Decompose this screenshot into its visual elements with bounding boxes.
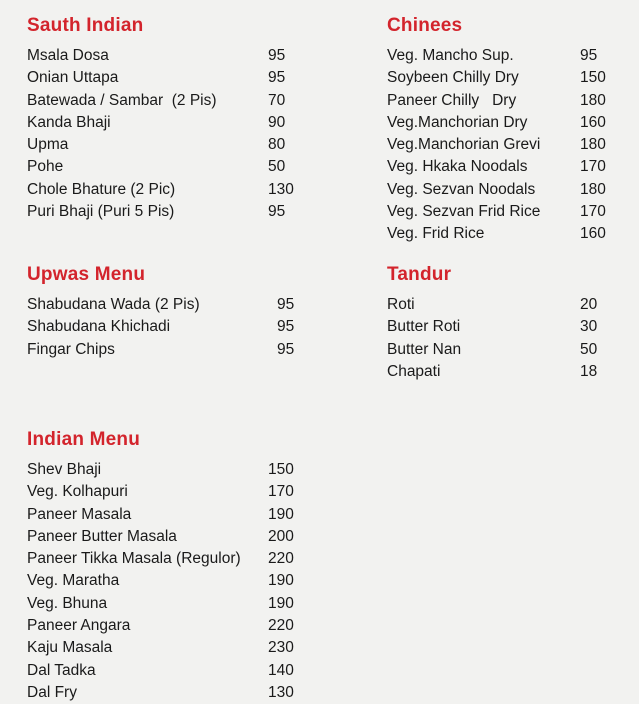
menu-item-name: Msala Dosa — [27, 47, 109, 64]
menu-item-name: Veg. Bhuna — [27, 594, 108, 612]
menu-item-price: 95 — [268, 69, 286, 87]
menu-item-name: Shev Bhaji — [27, 461, 102, 478]
menu-item — [387, 201, 612, 223]
menu-item — [387, 339, 612, 361]
menu-item-name: Paneer Butter Masala — [27, 527, 177, 545]
section-title-south-indian: Sauth Indian — [27, 15, 144, 36]
menu-item — [27, 459, 307, 481]
menu-item-name: Upma — [27, 136, 69, 154]
items-tandur — [387, 294, 612, 383]
menu-item-name: Puri Bhaji (Puri 5 Pis) — [27, 203, 175, 221]
menu-item-price: 170 — [580, 203, 606, 221]
menu-item — [27, 481, 307, 503]
menu-item — [27, 112, 297, 134]
menu-item-price: 95 — [277, 318, 295, 336]
menu-item — [387, 294, 612, 316]
menu-item-price: 160 — [580, 225, 606, 243]
menu-item-name: Shabudana Wada (2 Pis) — [27, 296, 200, 313]
section-indian-menu — [27, 429, 307, 704]
menu-item-price: 130 — [268, 180, 294, 198]
menu-item — [27, 660, 307, 682]
menu-item-name: Veg. Kolhapuri — [27, 483, 128, 501]
menu-item-price: 90 — [268, 113, 286, 131]
menu-item-name: Butter Nan — [387, 340, 462, 358]
menu-item-name: Veg. Maratha — [27, 572, 120, 590]
menu-item — [27, 637, 307, 659]
menu-item-name: Butter Roti — [387, 318, 461, 336]
menu-item-name: Dal Fry — [27, 683, 77, 701]
menu-item-price: 95 — [580, 47, 598, 64]
menu-item-price: 180 — [580, 136, 606, 154]
menu-item-name: Paneer Chilly Dry — [387, 91, 517, 109]
menu-item-price: 70 — [268, 91, 286, 109]
menu-item-price: 50 — [580, 340, 598, 358]
menu-item — [27, 67, 297, 89]
menu-item-price: 150 — [268, 461, 294, 478]
menu-item-name: Paneer Masala — [27, 505, 132, 523]
menu-item-price: 220 — [268, 617, 294, 635]
menu-item-name: Dal Tadka — [27, 661, 96, 679]
menu-item-price: 20 — [580, 296, 598, 313]
menu-item-name: Fingar Chips — [27, 340, 115, 358]
items-south-indian — [27, 45, 297, 223]
menu-item-price: 180 — [580, 91, 606, 109]
menu-item — [387, 134, 612, 156]
menu-item-price: 140 — [268, 661, 294, 679]
menu-item — [387, 156, 612, 178]
menu-item-name: Chole Bhature (2 Pic) — [27, 180, 176, 198]
menu-item — [27, 294, 307, 316]
section-title-chinees: Chinees — [387, 15, 463, 36]
menu-item-name: Kanda Bhaji — [27, 113, 111, 131]
menu-item-name: Veg. Hkaka Noodals — [387, 158, 528, 176]
menu-item-name: Chapati — [387, 362, 441, 380]
menu-item-price: 160 — [580, 113, 606, 131]
menu-item-price: 190 — [268, 594, 294, 612]
menu-item-name: Veg.Manchorian Dry — [387, 113, 528, 131]
section-title-indian-menu: Indian Menu — [27, 429, 141, 450]
menu-item-name: Kaju Masala — [27, 639, 113, 657]
menu-item — [27, 593, 307, 615]
items-indian-menu — [27, 459, 307, 704]
menu-item-name: Batewada / Sambar (2 Pis) — [27, 91, 217, 109]
menu-item-price: 30 — [580, 318, 598, 336]
menu-item — [27, 156, 297, 178]
menu-item — [27, 570, 307, 592]
menu-item-price: 95 — [268, 203, 286, 221]
menu-item-price: 95 — [277, 296, 295, 313]
menu-item — [387, 90, 612, 112]
section-tandur — [387, 264, 612, 383]
menu-item — [387, 316, 612, 338]
menu-item-price: 80 — [268, 136, 286, 154]
menu-item-price: 230 — [268, 639, 294, 657]
menu-item-name: Veg. Frid Rice — [387, 225, 485, 243]
menu-item — [27, 526, 307, 548]
section-title-tandur: Tandur — [387, 264, 452, 285]
menu-item-name: Onian Uttapa — [27, 69, 119, 87]
menu-item — [387, 67, 612, 89]
menu-item — [27, 201, 297, 223]
menu-item-name: Paneer Tikka Masala (Regulor) — [27, 550, 241, 568]
menu-item-name: Veg. Sezvan Noodals — [387, 180, 536, 198]
menu-item — [27, 504, 307, 526]
menu-item-name: Pohe — [27, 158, 64, 176]
menu-item-price: 190 — [268, 572, 294, 590]
menu-item-price: 18 — [580, 362, 598, 380]
menu-item-name: Paneer Angara — [27, 617, 131, 635]
menu-item — [27, 90, 297, 112]
section-south-indian — [27, 15, 297, 223]
menu-item — [387, 361, 612, 383]
menu-item-price: 190 — [268, 505, 294, 523]
menu-item-name: Roti — [387, 296, 415, 313]
menu-item-name: Veg. Mancho Sup. — [387, 47, 514, 64]
menu-item-price: 95 — [277, 340, 295, 358]
menu-item-price: 170 — [268, 483, 294, 501]
menu-item — [387, 45, 612, 67]
menu-item-price: 95 — [268, 47, 286, 64]
menu-item-name: Soybeen Chilly Dry — [387, 69, 519, 87]
menu-item-name: Veg.Manchorian Grevi — [387, 136, 541, 154]
menu-item-price: 170 — [580, 158, 606, 176]
menu-item — [27, 615, 307, 637]
menu-item-price: 150 — [580, 69, 606, 87]
menu-item-price: 200 — [268, 527, 294, 545]
menu-item — [27, 548, 307, 570]
items-chinees — [387, 45, 612, 246]
menu-item-name: Shabudana Khichadi — [27, 318, 171, 336]
menu-item — [27, 45, 297, 67]
section-title-upwas-menu: Upwas Menu — [27, 264, 146, 285]
section-upwas-menu — [27, 264, 307, 361]
menu-item — [27, 179, 297, 201]
menu-item — [27, 682, 307, 704]
menu-item — [387, 112, 612, 134]
menu-item-price: 180 — [580, 180, 606, 198]
menu-item — [27, 134, 297, 156]
menu-item — [27, 339, 307, 361]
menu-item-price: 220 — [268, 550, 294, 568]
menu-item-price: 130 — [268, 683, 294, 701]
menu-item — [387, 179, 612, 201]
menu-item-price: 50 — [268, 158, 286, 176]
section-chinees — [387, 15, 612, 246]
menu-item — [387, 223, 612, 245]
menu-item-name: Veg. Sezvan Frid Rice — [387, 203, 541, 221]
menu-item — [27, 316, 307, 338]
items-upwas-menu — [27, 294, 307, 361]
